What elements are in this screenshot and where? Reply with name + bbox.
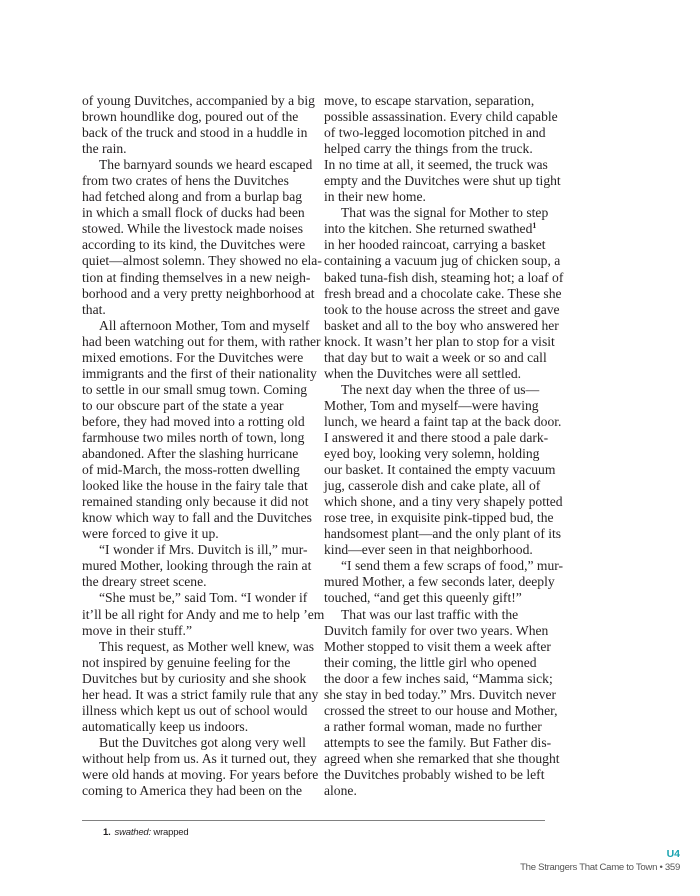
line-text: That was the signal for Mother to step [341,205,549,221]
line-text: stowed. While the livestock made noises [82,221,303,237]
line-text: our basket. It contained the empty vacuum [324,462,556,478]
line-text: in their new home. [324,189,426,205]
running-footer: The Strangers That Came to Town • 359 [520,862,680,873]
line-text: immigrants and the first of their nationality [82,365,317,381]
line-text: baked tuna-fish dish, steaming hot; a loaf of [324,269,564,285]
text-line [324,767,566,783]
line-text: Duvitches but by curiosity and she shook [82,670,307,686]
text-line [82,590,322,606]
line-text: agreed when she remarked that she thought [324,750,560,766]
text-line [324,366,566,382]
text-line [82,767,322,783]
text-line [82,334,322,350]
text-line [324,157,566,173]
line-text: in her hooded raincoat, carrying a basket [324,237,546,253]
line-text: their coming, the little girl who opened [324,654,537,670]
text-line [82,671,322,687]
text-line [324,639,566,655]
line-text: basket and all to the boy who answered her [324,317,559,333]
text-line [82,173,322,189]
text-line [82,189,322,205]
text-line [324,253,566,269]
text-line [324,655,566,671]
line-text: move in their stuff.” [82,622,192,638]
line-text: “She must be,” said Tom. “I wonder if [99,590,308,606]
text-line [82,237,322,253]
text-line [82,382,322,398]
line-text: The barnyard sounds we heard escaped [99,157,313,173]
line-text: from two crates of hens the Duvitches [82,173,289,189]
line-text: farmhouse two miles north of town, long [82,429,305,445]
line-text: coming to America they had been on the [82,783,303,799]
text-line [82,735,322,751]
text-line [324,558,566,574]
text-line [82,574,322,590]
line-text: remained standing only because it did not [82,494,309,510]
left-text-column [82,93,325,799]
right-text-column [324,93,566,799]
text-line [324,607,566,623]
text-line [324,221,566,237]
text-line [324,542,566,558]
line-text: of mid-March, the moss-rotten dwelling [82,462,300,478]
line-text: she stay in bed today.” Mrs. Duvitch never [324,686,557,702]
line-text: illness which kept us out of school would [82,702,308,718]
line-text: not inspired by genuine feeling for the [82,654,291,670]
line-text: of two-legged locomotion pitched in and [324,125,546,141]
line-text: touched, “and get this queenly gift!” [324,590,522,606]
text-line [82,270,322,286]
footnote-reference[interactable]: 1 [532,221,537,231]
text-line [324,751,566,767]
line-text: according to its kind, the Duvitches were [82,237,306,253]
line-text: that day but to wait a week or so and call [324,349,547,365]
line-text: in which a small flock of ducks had been [82,205,305,221]
line-text: were old hands at moving. For years before [82,766,319,782]
line-text: which shone, and a tiny very shapely potted [324,494,563,510]
line-text: Duvitch family for over two years. When [324,622,549,638]
text-line [324,350,566,366]
text-line [324,125,566,141]
line-text: possible assassination. Every child capable [324,109,558,125]
footnote-term: swathed: [114,827,151,838]
line-text: that. [82,301,106,317]
line-text: automatically keep us indoors. [82,718,249,734]
text-line [82,606,325,623]
line-text: But the Duvitches got along very well [99,734,306,750]
text-line [82,446,322,462]
line-text: quiet—almost solemn. They showed no ela- [82,253,322,269]
line-text: before, they had moved into a rotting old [82,413,305,429]
text-line [324,189,566,205]
text-line [324,446,566,462]
line-text: tion at finding themselves in a new neigh- [82,269,311,285]
line-text: abandoned. After the slashing hurricane [82,446,299,462]
line-text: move, to escape starvation, separation, [324,93,535,108]
text-line [324,526,566,542]
text-line [324,398,566,414]
line-text: the rain. [82,141,127,157]
line-text: mixed emotions. For the Duvitches were [82,349,304,365]
text-line [82,639,322,655]
line-text: fresh bread and a chocolate cake. These she [324,285,562,301]
line-text: into the kitchen. She returned swathed [324,221,533,237]
line-text: All afternoon Mother, Tom and myself [99,317,310,333]
text-line [82,478,322,494]
text-line [82,286,322,302]
text-line [324,173,566,189]
line-text: mured Mother, a few seconds later, deeply [324,574,555,590]
text-line [324,494,566,510]
text-line [82,751,322,767]
line-text: to settle in our small smug town. Coming [82,381,308,397]
text-line [82,141,322,157]
text-line [82,462,322,478]
text-line [82,687,322,703]
line-text: a rather formal woman, made no further [324,718,542,734]
text-line [82,558,322,574]
text-line [324,430,566,446]
text-line [324,687,566,703]
line-text: mured Mother, looking through the rain at [82,558,312,574]
text-line [82,510,322,526]
line-text: without help from us. As it turned out, they [82,750,317,766]
text-line [82,783,322,799]
text-line [324,783,566,799]
text-line [82,125,322,141]
text-line [324,109,566,125]
text-line [82,221,322,237]
text-line [82,350,322,366]
text-line [82,398,322,414]
line-text: attempts to see the family. But Father dis- [324,734,552,750]
line-text: borhood and a very pretty neighborhood at [82,285,315,301]
footnote-definition: wrapped [150,827,189,838]
line-text: jug, casserole dish and cake plate, all of [324,478,541,494]
line-text: empty and the Duvitches were shut up tight [324,173,561,189]
line-text: the Duvitches probably wished to be left [324,766,545,782]
text-line [324,302,566,318]
line-text: kind—ever seen in that neighborhood. [324,542,533,558]
text-line [82,414,322,430]
line-text: “I wonder if Mrs. Duvitch is ill,” mur- [99,542,308,558]
line-text: handsomest plant—and the only plant of its [324,526,562,542]
line-text: The next day when the three of us— [341,381,540,397]
line-text: knock. It wasn’t her plan to stop for a visit [324,333,555,349]
text-line [82,623,322,639]
text-line [82,494,322,510]
text-line [82,655,322,671]
text-line [82,430,322,446]
text-line [324,414,566,430]
line-text: had been watching out for them, with rather [82,333,321,349]
line-text: In no time at all, it seemed, the truck was [324,157,548,173]
unit-label: U4 [666,848,680,860]
text-line [324,462,566,478]
footnote-divider [82,820,545,821]
line-text: to our obscure part of the state a year [82,397,284,413]
text-line [324,574,566,590]
line-text: alone. [324,783,357,799]
line-text: of young Duvitches, accompanied by a big [82,93,315,108]
text-line [82,253,322,269]
line-text: containing a vacuum jug of chicken soup, a [324,253,561,269]
text-line [324,286,566,302]
line-text: were forced to give it up. [82,526,219,542]
line-text: rose tree, in exquisite pink-tipped bud, the [324,510,554,526]
text-line [324,719,566,735]
line-text: the door a few inches said, “Mamma sick; [324,670,553,686]
text-line [324,237,566,253]
line-text: lunch, we heard a faint tap at the back door. [324,413,562,429]
text-line [82,109,322,125]
text-line [82,205,322,221]
text-line [324,510,566,526]
text-line [82,93,322,109]
line-text: That was our last traffic with the [341,606,519,622]
text-line [82,302,322,318]
line-text: the dreary street scene. [82,574,207,590]
text-line [324,334,566,350]
text-line [324,623,566,639]
footnote-number: 1. [103,827,111,838]
line-text: This request, as Mother well knew, was [99,638,315,654]
text-line [324,93,566,109]
line-text: know which way to fall and the Duvitches [82,510,312,526]
line-text: crossed the street to our house and Mother, [324,702,558,718]
line-text: looked like the house in the fairy tale that [82,478,308,494]
line-text: took to the house across the street and gave [324,301,560,317]
line-text: helped carry the things from the truck. [324,141,533,157]
text-line [324,735,566,751]
line-text: it’ll be all right for Andy and me to help ’em [82,606,325,622]
line-text: Mother, Tom and myself—were having [324,397,539,413]
text-line [324,478,566,494]
line-text: eyed boy, looking very solemn, holding [324,446,540,462]
text-line [324,382,566,398]
text-line [82,366,322,382]
text-line [324,590,566,606]
line-text: back of the truck and stood in a huddle in [82,125,308,141]
line-text: “I send them a few scraps of food,” mur- [341,558,564,574]
line-text: had fetched along and from a burlap bag [82,189,303,205]
line-text: Mother stopped to visit them a week after [324,638,551,654]
text-line [82,703,322,719]
text-line [324,671,566,687]
footnote [103,827,188,838]
text-line [324,270,566,286]
text-line [82,526,322,542]
line-text: when the Duvitches were all settled. [324,365,522,381]
text-line [82,157,322,173]
text-line [324,703,566,719]
line-text: her head. It was a strict family rule that any [82,686,319,702]
text-line [82,318,322,334]
text-line [324,318,566,334]
text-line [324,205,566,221]
line-text: I answered it and there stood a pale dark- [324,429,549,445]
text-line [82,719,322,735]
text-line [324,141,566,157]
text-line [82,542,322,558]
line-text: brown houndlike dog, poured out of the [82,109,299,125]
